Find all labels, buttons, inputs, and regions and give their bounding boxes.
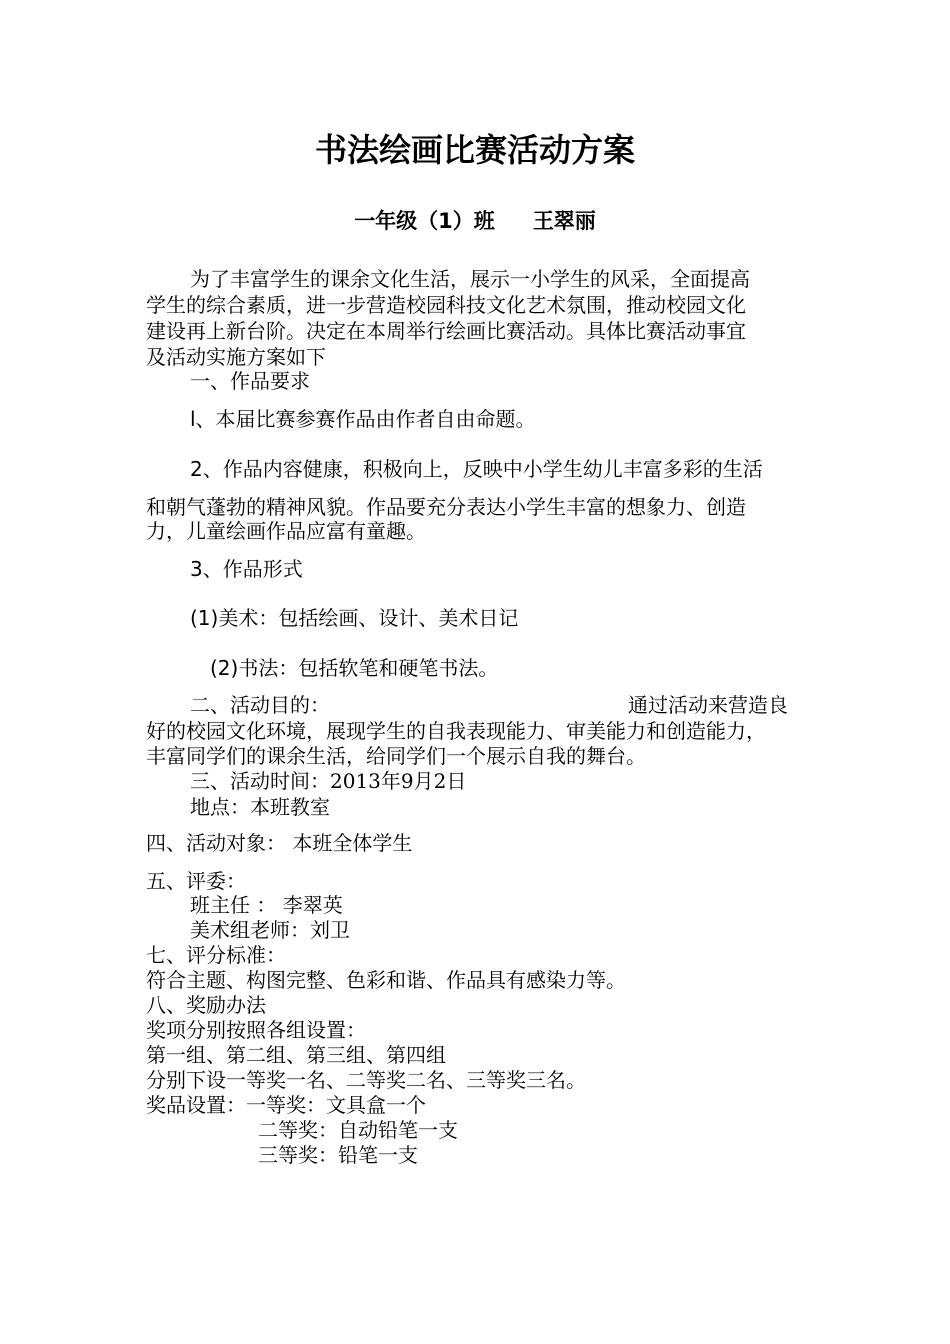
section-7-text: 符合主题、构图完整、色彩和谐、作品具有感染力等。 — [146, 968, 626, 992]
section-3-place: 地点：本班教室 — [190, 795, 330, 819]
subtitle-class: 一年级（1）班 — [354, 209, 495, 233]
judge-1: 班主任 ： 李翠英 — [190, 893, 343, 917]
judge-2: 美术组老师：刘卫 — [190, 918, 350, 942]
prize-1: 奖品设置：一等奖：文具盒一个 — [146, 1093, 426, 1117]
section-3-time: 三、活动时间：2013年9月2日 — [190, 769, 467, 793]
form-calligraphy: (2)书法：包括软笔和硬笔书法。 — [210, 656, 499, 680]
subtitle-author: 王翠丽 — [532, 209, 596, 233]
section-4: 四、活动对象： 本班全体学生 — [146, 831, 413, 855]
document-subtitle — [0, 206, 950, 236]
section-7-heading: 七、评分标准： — [146, 943, 286, 967]
award-line-1: 奖项分别按照各组设置： — [146, 1018, 366, 1042]
requirement-2-line-2: 和朝气蓬勃的精神风貌。作品要充分表达小学生丰富的想象力、创造 — [146, 495, 746, 519]
intro-line-4: 及活动实施方案如下 — [146, 345, 326, 369]
award-line-2: 第一组、第二组、第三组、第四组 — [146, 1043, 446, 1067]
section-2-text-line-1: 通过活动来营造良 — [628, 693, 788, 717]
requirement-2-line-3: 力，儿童绘画作品应富有童趣。 — [146, 519, 426, 543]
section-8-heading: 八、奖励办法 — [146, 993, 266, 1017]
requirement-1: l、本届比赛参赛作品由作者自由命题。 — [190, 407, 536, 431]
requirement-2-line-1: 2、作品内容健康，积极向上，反映中小学生幼儿丰富多彩的生活 — [190, 457, 763, 481]
intro-line-3: 建设再上新台阶。决定在本周举行绘画比赛活动。具体比赛活动事宜 — [146, 319, 746, 343]
document-title: 书法绘画比赛活动方案 — [314, 131, 635, 169]
award-line-3: 分别下设一等奖一名、二等奖二名、三等奖三名。 — [146, 1068, 586, 1092]
section-1-heading: 一、作品要求 — [190, 369, 310, 393]
form-art: (1)美术：包括绘画、设计、美术日记 — [190, 606, 519, 630]
prize-2: 二等奖：自动铅笔一支 — [258, 1118, 458, 1142]
prize-3: 三等奖：铅笔一支 — [258, 1143, 418, 1167]
section-5-heading: 五、评委： — [146, 869, 246, 893]
intro-line-2: 学生的综合素质，进一步营造校园科技文化艺术氛围，推动校园文化 — [146, 293, 746, 317]
section-2-text-line-3: 丰富同学们的课余生活，给同学们一个展示自我的舞台。 — [146, 744, 646, 768]
intro-line-1: 为了丰富学生的课余文化生活，展示一小学生的风采，全面提高 — [190, 267, 750, 291]
section-2-text-line-2: 好的校园文化环境，展现学生的自我表现能力、审美能力和创造能力， — [146, 719, 766, 743]
requirement-3: 3、作品形式 — [190, 557, 303, 581]
section-2-heading: 二、活动目的： — [190, 693, 330, 717]
